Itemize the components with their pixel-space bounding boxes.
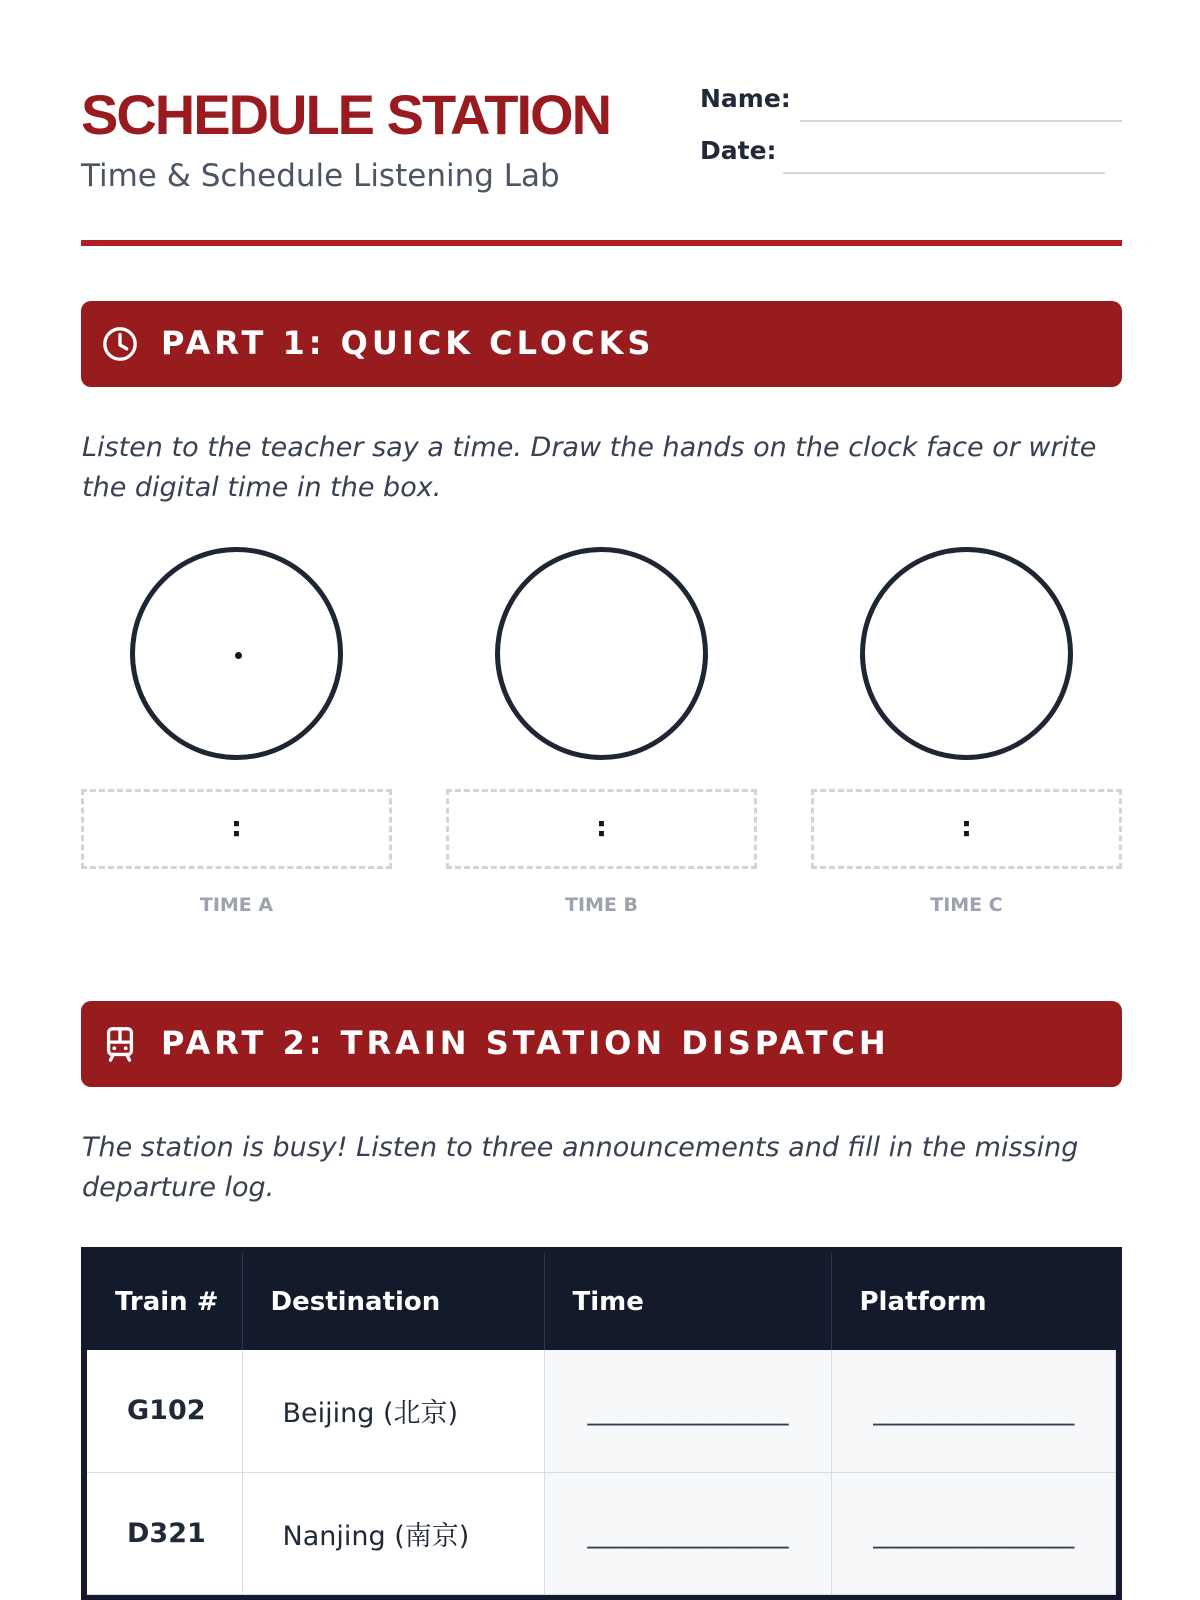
worksheet-subtitle: Time & Schedule Listening Lab: [81, 158, 560, 194]
time-separator: :: [595, 810, 608, 843]
name-line[interactable]: [800, 120, 1122, 122]
clock-label: TIME B: [564, 894, 638, 916]
table-row: [87, 1350, 1116, 1472]
column-header-destination: Destination: [242, 1253, 544, 1350]
clock-face[interactable]: [495, 547, 708, 760]
departure-log-table: [81, 1247, 1122, 1600]
clock-icon: [101, 325, 139, 363]
part1-banner: [81, 301, 1122, 387]
time-separator: :: [230, 810, 243, 843]
part2-banner: [81, 1001, 1122, 1087]
clock-face[interactable]: [130, 547, 343, 760]
table-row: [87, 1472, 1116, 1594]
clock-face[interactable]: [860, 547, 1073, 760]
clock-label: TIME C: [930, 894, 1003, 916]
part2-title: PART 2: TRAIN STATION DISPATCH: [161, 1024, 890, 1062]
clock-b: [446, 547, 757, 927]
name-field[interactable]: [700, 84, 1122, 124]
date-label: Date:: [700, 136, 777, 165]
worksheet-header: [81, 80, 1122, 250]
destination: Beijing (北京): [242, 1350, 544, 1472]
part2-instructions: The station is busy! Listen to three announcements and fill in the missing departure log.: [82, 1132, 1079, 1203]
clock-c: [811, 547, 1122, 927]
train-number: D321: [87, 1472, 242, 1594]
time-separator: :: [960, 810, 973, 843]
clock-label: TIME A: [199, 894, 274, 916]
column-header-train: Train #: [87, 1253, 242, 1350]
clock-center-dot: [235, 652, 242, 659]
digital-time-box[interactable]: [446, 789, 757, 869]
digital-time-box[interactable]: [811, 789, 1122, 869]
worksheet-title: SCHEDULE STATION: [81, 83, 611, 146]
clock-a: [81, 547, 392, 927]
platform-blank[interactable]: ________________: [831, 1350, 1116, 1472]
column-header-time: Time: [544, 1253, 831, 1350]
date-field[interactable]: [700, 136, 1105, 176]
column-header-platform: Platform: [831, 1253, 1116, 1350]
time-blank[interactable]: ________________: [544, 1472, 831, 1594]
time-blank[interactable]: ________________: [544, 1350, 831, 1472]
date-line[interactable]: [783, 172, 1105, 174]
name-label: Name:: [700, 84, 791, 113]
platform-blank[interactable]: ________________: [831, 1472, 1116, 1594]
train-icon: [101, 1025, 139, 1063]
digital-time-box[interactable]: [81, 789, 392, 869]
table-header-row: [87, 1253, 1116, 1350]
destination: Nanjing (南京): [242, 1472, 544, 1594]
header-divider: [81, 240, 1122, 246]
part1-instructions: Listen to the teacher say a time. Draw the hands on the clock face or write the digital time in the box.: [82, 432, 1097, 503]
part1-title: PART 1: QUICK CLOCKS: [161, 324, 655, 362]
train-number: G102: [87, 1350, 242, 1472]
